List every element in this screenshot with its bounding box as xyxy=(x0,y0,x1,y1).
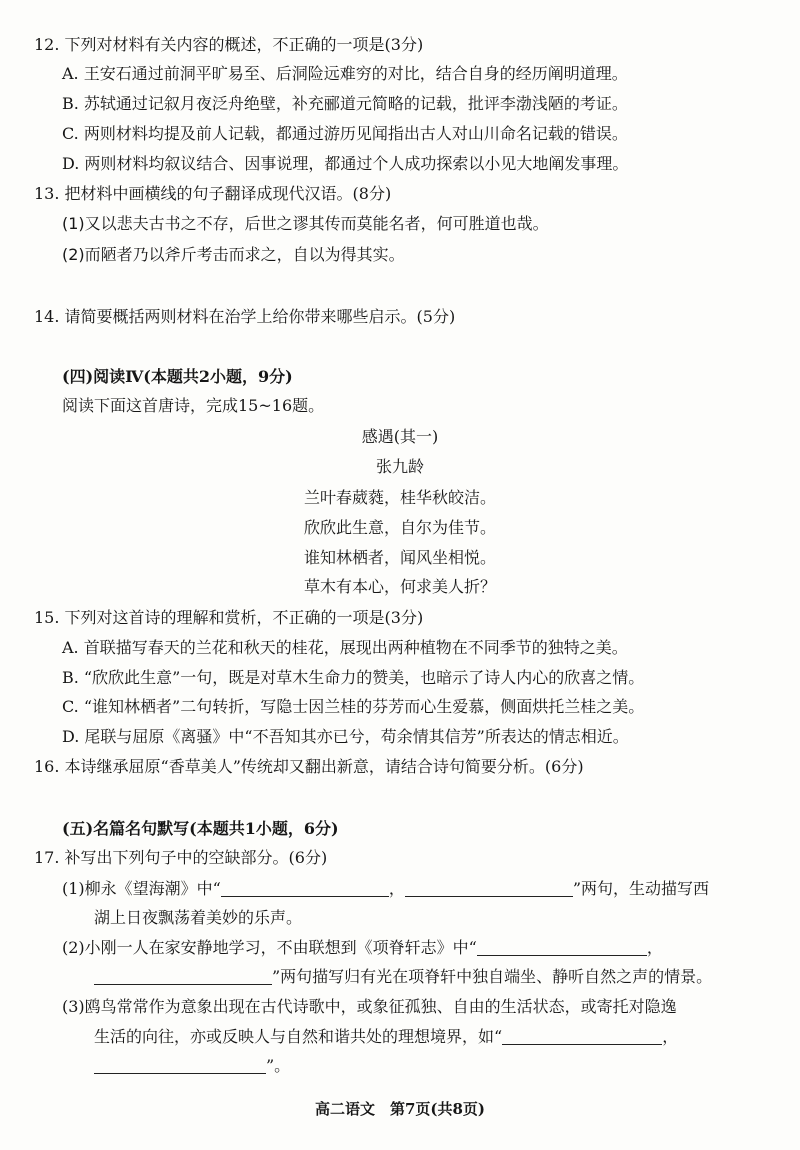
answer-blank[interactable] xyxy=(94,1057,266,1074)
q14-stem: 14. 请简要概括两则材料在治学上给你带来哪些启示。(5分) xyxy=(34,307,456,326)
q15-option-b: B. “欣欣此生意”一句，既是对草木生命力的赞美，也暗示了诗人内心的欣喜之情。 xyxy=(62,668,645,687)
q15-option-d: D. 尾联与屈原《离骚》中“不吾知其亦已兮，苟余情其信芳”所表达的情志相近。 xyxy=(62,727,629,746)
q17-item-2-line-2: ”两句描写归有光在项脊轩中独自端坐、静听自然之声的情景。 xyxy=(94,966,712,988)
q17-item-3-line-3: ”。 xyxy=(94,1055,290,1077)
answer-blank[interactable] xyxy=(502,1028,662,1045)
section4-heading: (四)阅读Ⅳ(本题共2小题，9分) xyxy=(62,367,293,386)
q15-option-c: C. “谁知林栖者”二句转折，写隐士因兰桂的芬芳而心生爱慕，侧面烘托兰桂之美。 xyxy=(62,697,645,716)
q13-stem: 13. 把材料中画横线的句子翻译成现代汉语。(8分) xyxy=(34,184,392,203)
section4-instruction: 阅读下面这首唐诗，完成15~16题。 xyxy=(62,396,325,415)
q17-item-3-line-1: (3)鸥鸟常常作为意象出现在古代诗歌中，或象征孤独、自由的生活状态，或寄托对隐逸 xyxy=(62,997,677,1016)
section5-heading: (五)名篇名句默写(本题共1小题，6分) xyxy=(62,819,339,838)
q13-item-2: (2)而陋者乃以斧斤考击而求之，自以为得其实。 xyxy=(62,245,405,264)
poem-line: 草木有本心，何求美人折？ xyxy=(303,577,496,596)
q12-option-c: C. 两则材料均提及前人记载，都通过游历见闻指出古人对山川命名记载的错误。 xyxy=(62,124,628,143)
q17-item-1-line-2: 湖上日夜飘荡着美妙的乐声。 xyxy=(94,908,303,927)
q17-stem: 17. 补写出下列句子中的空缺部分。(6分) xyxy=(34,848,328,867)
poem-title: 感遇(其一) xyxy=(361,427,439,446)
q17-item-3-line-2: 生活的向往，亦或反映人与自然和谐共处的理想境界，如“ ， xyxy=(94,1027,679,1046)
q12-option-d: D. 两则材料均叙议结合、因事说理，都通过个人成功探索以小见大地阐发事理。 xyxy=(62,154,629,173)
answer-blank[interactable] xyxy=(221,880,389,897)
q12-option-a: A. 王安石通过前洞平旷易至、后洞险远难穷的对比，结合自身的经历阐明道理。 xyxy=(62,64,628,83)
answer-blank[interactable] xyxy=(94,968,272,985)
q15-stem: 15. 下列对这首诗的理解和赏析，不正确的一项是(3分) xyxy=(34,608,424,627)
page-footer: 高二语文 第7页(共8页) xyxy=(314,1100,486,1118)
poem-line: 兰叶春葳蕤，桂华秋皎洁。 xyxy=(303,488,496,507)
q12-option-b: B. 苏轼通过记叙月夜泛舟绝壁，补充郦道元简略的记载，批评李渤浅陋的考证。 xyxy=(62,94,628,113)
q16-stem: 16. 本诗继承屈原“香草美人”传统却又翻出新意，请结合诗句简要分析。(6分) xyxy=(34,757,584,776)
answer-blank[interactable] xyxy=(405,880,573,897)
q12-stem: 12. 下列对材料有关内容的概述，不正确的一项是(3分) xyxy=(34,35,424,54)
poem-line: 谁知林栖者，闻风坐相悦。 xyxy=(303,548,496,567)
q17-item-1-line-1: (1)柳永《望海潮》中“ ， ”两句，生动描写西 xyxy=(62,879,710,898)
answer-blank[interactable] xyxy=(477,939,647,956)
poem-author: 张九龄 xyxy=(375,457,424,476)
poem-line: 欣欣此生意，自尔为佳节。 xyxy=(303,518,496,537)
q17-item-2-line-1: (2)小刚一人在家安静地学习，不由联想到《项脊轩志》中“ ， xyxy=(62,938,663,957)
q15-option-a: A. 首联描写春天的兰花和秋天的桂花，展现出两种植物在不同季节的独特之美。 xyxy=(62,638,628,657)
q13-item-1: (1)又以悲夫古书之不存，后世之谬其传而莫能名者，何可胜道也哉。 xyxy=(62,214,549,233)
